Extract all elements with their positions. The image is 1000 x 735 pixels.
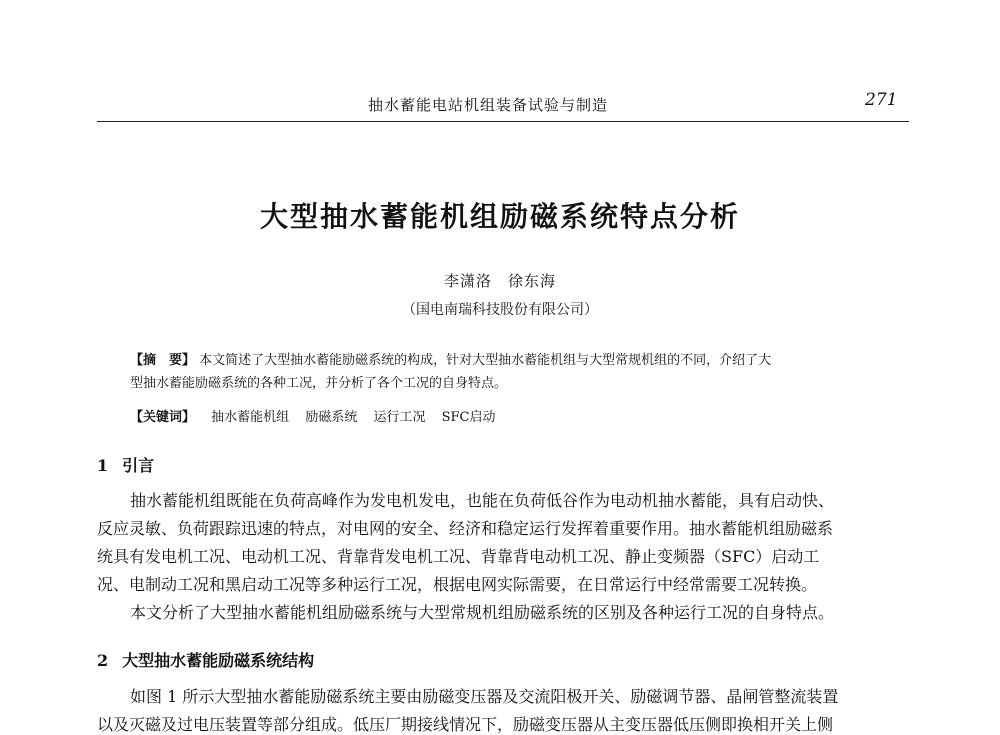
abstract-line-1	[130, 349, 920, 372]
affiliation: （国电南瑞科技股份有限公司）	[402, 302, 598, 318]
section-number: 2	[97, 651, 109, 670]
keywords-label: 【关键词】	[130, 410, 196, 425]
abstract-label: 【摘 要】	[130, 353, 196, 368]
section-title: 大型抽水蓄能励磁系统结构	[122, 651, 315, 670]
header-rule	[97, 121, 909, 122]
section-title: 引言	[122, 456, 155, 475]
keyword: 励磁系统	[305, 410, 358, 425]
keywords	[130, 406, 496, 425]
abstract	[130, 349, 920, 395]
paragraph-line: 抽水蓄能机组既能在负荷高峰作为发电机发电，也能在负荷低谷作为电动机抽水蓄能，具有启动快、	[130, 491, 835, 510]
keyword: SFC启动	[441, 410, 496, 425]
keyword: 抽水蓄能机组	[211, 410, 290, 425]
abstract-text-2: 型抽水蓄能励磁系统的各种工况，并分析了各个工况的自身特点。	[130, 376, 508, 391]
running-header: 抽水蓄能电站机组装备试验与制造	[368, 96, 609, 114]
paragraph-line: 如图 1 所示大型抽水蓄能励磁系统主要由励磁变压器及交流阳极开关、励磁调节器、晶闸管整流装置	[130, 687, 839, 706]
section-2-heading	[97, 648, 314, 671]
paragraph-line: 统具有发电机工况、电动机工况、背靠背发电机工况、背靠背电动机工况、静止变频器（SFC）启动工	[97, 547, 820, 566]
paragraph-line: 况、电制动工况和黑启动工况等多种运行工况，根据电网实际需要，在日常运行中经常需要工况转换。	[97, 575, 818, 594]
authors: 李潇洛 徐东海	[443, 272, 556, 290]
paper-title: 大型抽水蓄能机组励磁系统特点分析	[259, 200, 740, 233]
paragraph-line: 以及灭磁及过电压装置等部分组成。低压厂期接线情况下，励磁变压器从主变压器低压侧即换相开关上侧	[97, 715, 834, 734]
section-1-heading	[97, 453, 154, 476]
abstract-text-1: 本文简述了大型抽水蓄能励磁系统的构成，针对大型抽水蓄能机组与大型常规机组的不同，介绍了大	[199, 353, 772, 368]
section-number: 1	[97, 456, 109, 475]
paragraph-line: 反应灵敏、负荷跟踪迅速的特点，对电网的安全、经济和稳定运行发挥着重要作用。抽水蓄能机组励磁系	[97, 519, 834, 538]
keyword: 运行工况	[373, 410, 426, 425]
paragraph-line: 本文分析了大型抽水蓄能机组励磁系统与大型常规机组励磁系统的区别及各种运行工况的自身特点。	[130, 603, 835, 622]
page-number: 271	[865, 90, 898, 110]
